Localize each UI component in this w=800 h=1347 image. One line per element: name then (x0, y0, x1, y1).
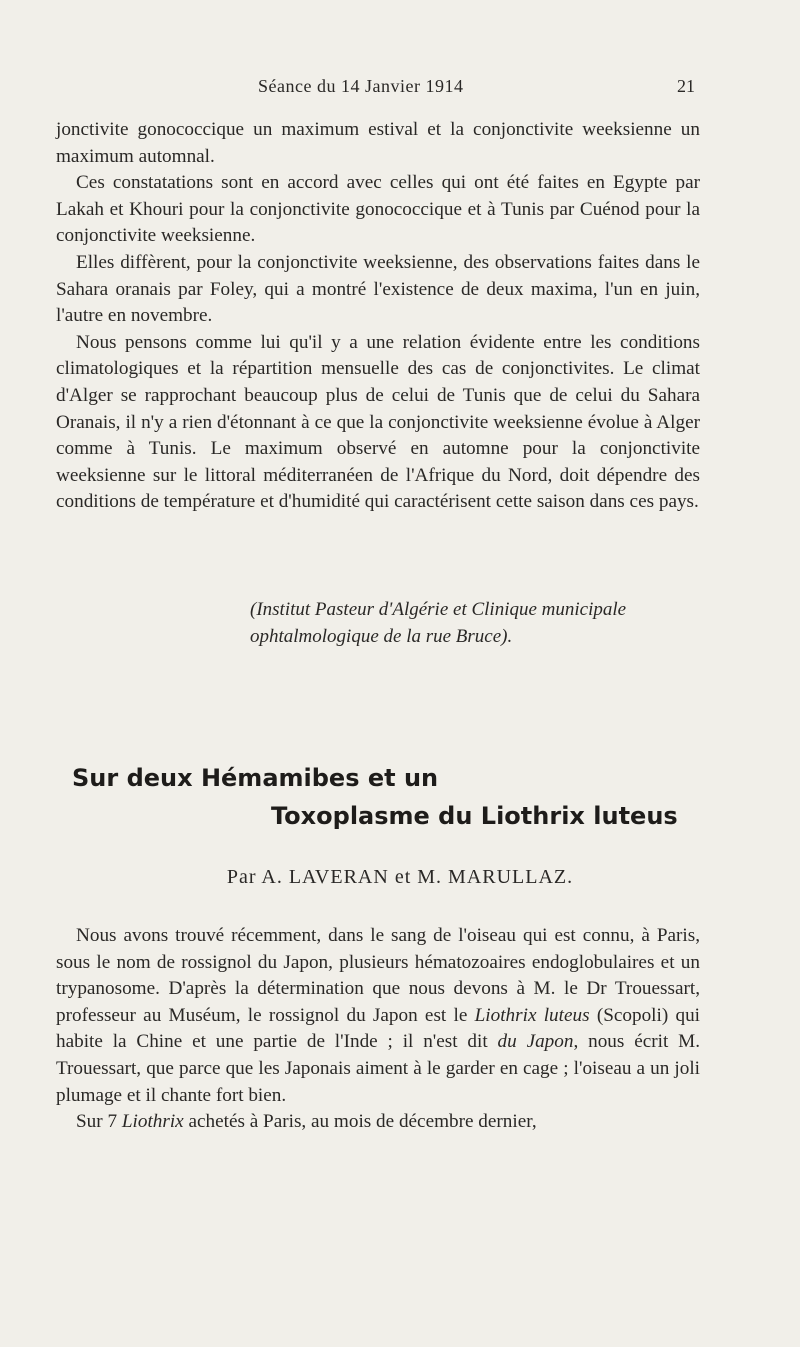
paragraph: Elles diffèrent, pour la conjonctivite weeksienne, des observations faites dans le Sahara oranais par Foley, qui a montré l'existence de deux maxima, l'un en juin, l'autre en novembre. (56, 251, 700, 327)
italic-species-name: Liothrix luteus (474, 1004, 590, 1026)
paragraph: Ces constatations sont en accord avec celles qui ont été faites en Egypte par Lakah et Khouri pour la conjonctivite gonococcique et à Tunis par Cuénod pour la conjonctivite weeksienne. (56, 172, 700, 247)
paragraph (56, 1109, 700, 1136)
paragraph: Nous pensons comme lui qu'il y a une relation évidente entre les conditions climatologiques et la répartition mensuelle des cas de conjonctivites. Le climat d'Alger se rapprochant beaucoup plus de celui de Tunis que de celui du Sahara Oranais, il n'y a rien d'étonnant à ce que la conjonctivite weeksienne évolue à Alger comme à Tunis. Le maximum observé en automne pour la conjonctivite weeksienne sur le littoral méditerranéen de l'Afrique du Nord, doit dépendre des conditions de température et d'humidité qui caractérisent cette saison dans ces pays. (56, 331, 700, 513)
institution-signature: (Institut Pasteur d'Algérie et Clinique municipale ophtalmologique de la rue Bruce). (250, 599, 627, 647)
running-head: Séance du 14 Janvier 1914 (258, 76, 464, 96)
article-title-line: Sur deux Hémamibes et un (72, 764, 439, 792)
text-run: Sur 7 (76, 1111, 122, 1133)
text-run: achetés à Paris, au mois de décembre dernier, (183, 1111, 537, 1133)
text-run: Nous avons trouvé récemment, dans le sang de l'oiseau qui est connu, à Paris, sous le nom de rossignol du Japon, plusieurs hématozoaires endoglobulaires et un trypanosome. D'après la détermination que nous devons à M. le Dr Trouessart, professeur au Muséum, le rossignol du Japon est le (56, 925, 700, 1026)
article-body (56, 923, 700, 1136)
section-continued-text (56, 117, 700, 516)
italic-genus-name: Liothrix (121, 1111, 184, 1133)
paragraph: jonctivite gonococcique un maximum estival et la conjonctivite weeksienne un maximum automnal. (56, 119, 700, 167)
page-header (0, 76, 800, 100)
text-run: (Scopoli) qui habite la Chine et une partie de l'Inde ; il n'est dit (56, 1004, 701, 1053)
article-title-line: Toxoplasme du Liothrix luteus (271, 802, 678, 830)
article-byline: Par A. LAVERAN et M. MARULLAZ. (226, 866, 574, 888)
text-run: , nous écrit M. Trouessart, que parce que les Japonais aiment à le garder en cage ; l'oiseau a un joli plumage et il chante fort bien. (56, 1031, 700, 1106)
page-number: 21 (677, 76, 695, 96)
italic-text: du Japon (497, 1031, 574, 1053)
paragraph (56, 923, 700, 1109)
